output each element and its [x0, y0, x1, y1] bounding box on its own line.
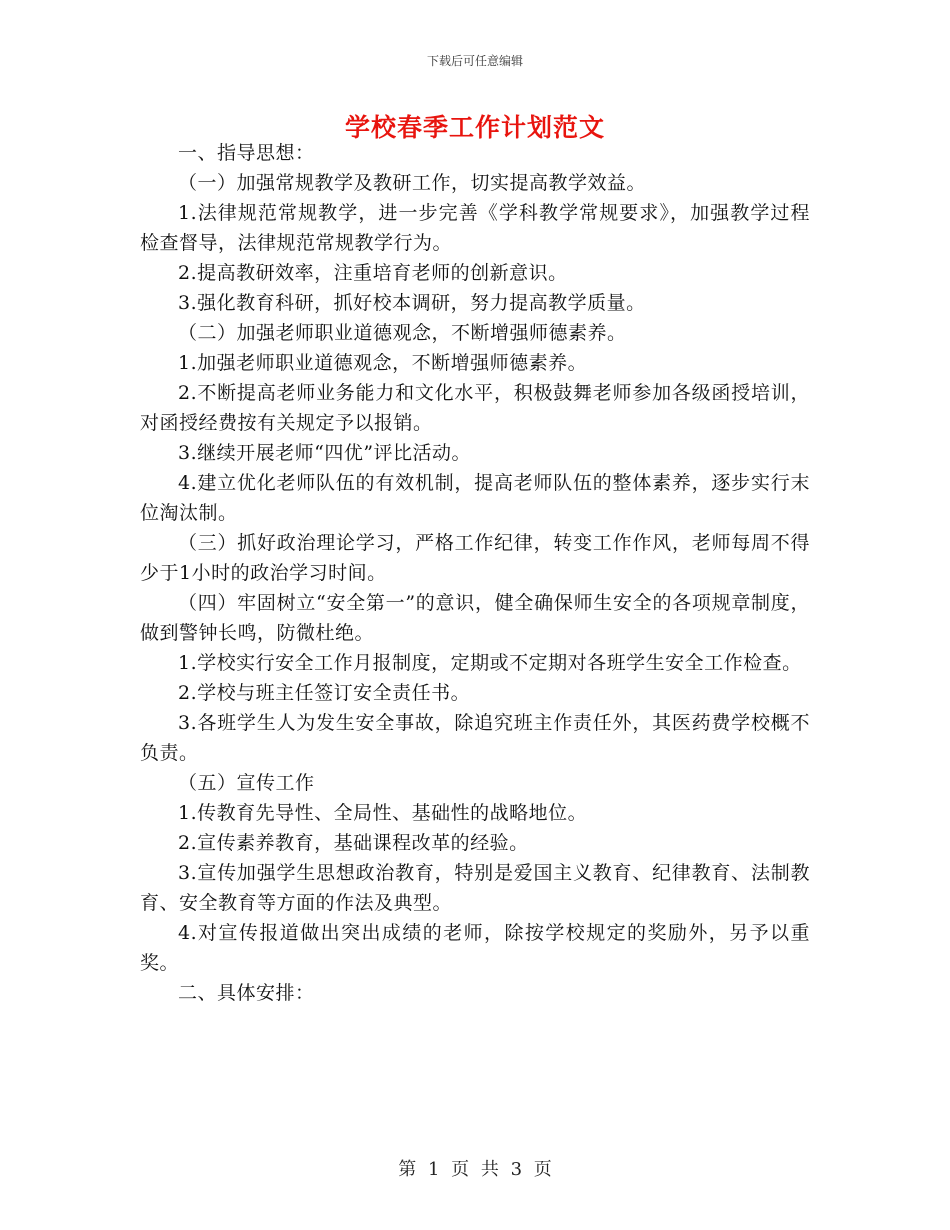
document-body	[140, 138, 810, 1008]
paragraph: 2.宣传素养教育，基础课程改革的经验。	[178, 832, 529, 854]
subsection-heading-4: （四）牢固树立“安全第一”的意识，健全确保师生安全的各项规章制度，做到警钟长鸣，防微杜绝。	[140, 592, 810, 644]
subsection-heading-5: （五）宣传工作	[178, 772, 315, 794]
paragraph: 1.加强老师职业道德观念，不断增强师德素养。	[178, 352, 588, 374]
paragraph: 1.法律规范常规教学，进一步完善《学科教学常规要求》，加强教学过程检查督导，法律规范常规教学行为。	[140, 202, 810, 254]
document-title: 学校春季工作计划范文	[344, 113, 605, 142]
paragraph: 3.各班学生人为发生安全事故，除追究班主作责任外，其医药费学校概不负责。	[140, 712, 810, 764]
paragraph: 2.不断提高老师业务能力和文化水平，积极鼓舞老师参加各级函授培训，对函授经费按有关规定予以报销。	[140, 382, 810, 434]
paragraph: 2.学校与班主任签订安全责任书。	[178, 682, 471, 704]
paragraph: 2.提高教研效率，注重培育老师的创新意识。	[178, 262, 568, 284]
paragraph: 1.传教育先导性、全局性、基础性的战略地位。	[178, 802, 588, 824]
paragraph: 1.学校实行安全工作月报制度，定期或不定期对各班学生安全工作检查。	[178, 652, 802, 674]
page-footer: 第 1 页 共 3 页	[398, 1159, 552, 1180]
paragraph: 3.继续开展老师“四优”评比活动。	[178, 442, 472, 464]
paragraph: 4.对宣传报道做出突出成绩的老师，除按学校规定的奖励外，另予以重奖。	[140, 922, 810, 974]
subsection-heading-1: （一）加强常规教学及教研工作，切实提高教学效益。	[178, 172, 647, 194]
paragraph: 4.建立优化老师队伍的有效机制，提高老师队伍的整体素养，逐步实行末位淘汰制。	[140, 472, 810, 524]
section-heading-arrangement: 二、具体安排：	[178, 982, 315, 1004]
subsection-heading-2: （二）加强老师职业道德观念，不断增强师德素养。	[178, 322, 627, 344]
header-note: 下载后可任意编辑	[426, 54, 523, 68]
paragraph: 3.强化教育科研，抓好校本调研，努力提高教学质量。	[178, 292, 646, 314]
subsection-heading-3: （三）抓好政治理论学习，严格工作纪律，转变工作作风，老师每周不得少于1小时的政治学习时间。	[140, 532, 810, 584]
paragraph: 3.宣传加强学生思想政治教育，特别是爱国主义教育、纪律教育、法制教育、安全教育等方面的作法及典型。	[140, 862, 810, 914]
section-heading-guiding-thought: 一、指导思想：	[178, 142, 315, 164]
